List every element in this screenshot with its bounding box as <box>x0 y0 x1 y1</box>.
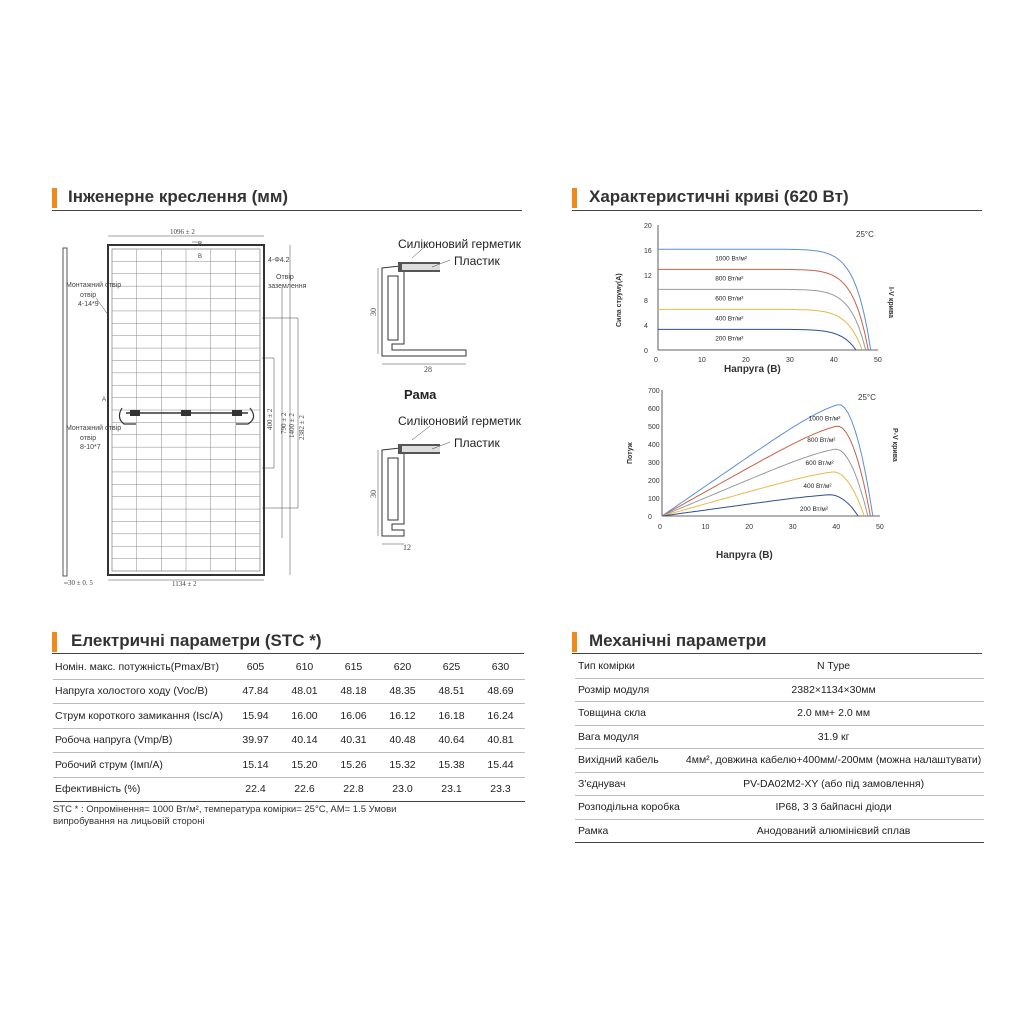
mech-label: Товщина скла <box>575 702 683 726</box>
table-row <box>53 777 525 802</box>
iv-series-line <box>658 289 866 350</box>
electrical-table <box>53 655 525 802</box>
iv-y-tick: 12 <box>644 273 652 280</box>
param-label: Робоча напруга (Vmp/B) <box>53 728 231 753</box>
param-value: 22.6 <box>280 777 329 802</box>
profile-1-height: 30 <box>369 308 378 316</box>
pv-y-tick: 700 <box>648 388 660 395</box>
sealant-label-1: Силіконовий герметик <box>398 237 521 251</box>
pv-x-tick: 0 <box>658 524 662 531</box>
pv-xlabel: Напруга (В) <box>716 550 773 561</box>
param-value: 48.69 <box>476 679 525 704</box>
pv-x-tick: 40 <box>832 524 841 531</box>
pv-x-tick: 50 <box>876 524 884 531</box>
mech-label: Вихідний кабель <box>575 749 683 773</box>
param-value: 15.94 <box>231 704 280 729</box>
mech-value: 4мм², довжина кабелю+400мм/-200мм (можна налаштувати) <box>683 749 984 773</box>
dim-790: 790 ± 2 <box>280 412 288 434</box>
param-value: 625 <box>427 655 476 679</box>
param-value: 615 <box>329 655 378 679</box>
mech-value: 31.9 кг <box>683 725 984 749</box>
section-accent-mechanical <box>572 632 577 652</box>
iv-series-label: 400 Вт/м² <box>715 315 744 323</box>
stc-note-line-1: STC * : Опромінення= 1000 Вт/м², температура комірки= 25°C, AM= 1.5 Умови <box>53 804 397 815</box>
param-value: 15.26 <box>329 753 378 778</box>
table-row <box>53 655 525 679</box>
table-row <box>575 678 984 702</box>
profile-2-width: 12 <box>403 543 411 552</box>
param-value: 23.1 <box>427 777 476 802</box>
sealant-label-2: Силіконовий герметик <box>398 414 521 428</box>
iv-ylabel: Сила струму(А) <box>616 273 623 327</box>
iv-temperature: 25°C <box>856 230 874 239</box>
mount-hole-2-size: 8-10*7 <box>80 444 101 451</box>
pv-x-tick: 10 <box>701 524 710 531</box>
dim-2382: 2382 ± 2 <box>298 415 306 440</box>
section-rule-electrical <box>52 653 524 654</box>
frame-profile-long <box>378 242 466 364</box>
pv-x-tick: 20 <box>745 524 753 531</box>
pv-y-tick: 100 <box>648 496 660 503</box>
iv-series-label: 600 Вт/м² <box>715 295 744 303</box>
pv-series-line <box>662 405 873 516</box>
dim-width-top: 1096 ± 2 <box>170 228 195 236</box>
mechanical-table <box>575 655 984 843</box>
profile-1-width: 28 <box>424 365 432 374</box>
stc-note-line-2: випробування на лицьовій стороні <box>53 816 205 827</box>
frame-label: Рама <box>404 387 437 402</box>
table-row <box>53 679 525 704</box>
table-row <box>53 753 525 778</box>
iv-x-tick: 10 <box>698 357 706 364</box>
table-row <box>53 728 525 753</box>
param-value: 40.64 <box>427 728 476 753</box>
mech-value: 2.0 мм+ 2.0 мм <box>683 702 984 726</box>
param-value: 16.12 <box>378 704 427 729</box>
iv-x-tick: 20 <box>742 357 750 364</box>
param-value: 22.8 <box>329 777 378 802</box>
section-accent-curves <box>572 188 577 208</box>
pv-y-tick: 500 <box>648 424 660 431</box>
table-row <box>575 655 984 678</box>
mech-label: Тип комірки <box>575 655 683 678</box>
param-value: 16.24 <box>476 704 525 729</box>
param-value: 15.44 <box>476 753 525 778</box>
iv-xlabel: Напруга (В) <box>724 364 781 375</box>
iv-series-label: 1000 Вт/м² <box>715 255 748 263</box>
param-value: 16.18 <box>427 704 476 729</box>
param-value: 40.48 <box>378 728 427 753</box>
mech-value: N Type <box>683 655 984 678</box>
pv-series-line <box>662 472 864 516</box>
pv-series-label: 800 Вт/м² <box>807 437 836 444</box>
pv-series-line <box>662 495 858 516</box>
pv-temperature: 25°C <box>858 393 876 402</box>
param-label: Струм короткого замикання (Isc/A) <box>53 704 231 729</box>
dim-400: 400 ± 2 <box>266 408 274 430</box>
param-label: Ефективність (%) <box>53 777 231 802</box>
ground-hole-size: 4-Φ4.2 <box>268 257 290 264</box>
section-title-electrical: Електричні параметри (STC *) <box>71 631 322 650</box>
section-accent-electrical <box>52 632 57 652</box>
param-value: 48.18 <box>329 679 378 704</box>
table-row <box>575 772 984 796</box>
engineering-drawing <box>52 218 532 598</box>
iv-series-label: 200 Вт/м² <box>715 335 744 343</box>
param-value: 40.14 <box>280 728 329 753</box>
iv-y-tick: 16 <box>644 248 652 255</box>
ground-hole-label-2: заземлення <box>268 283 307 290</box>
section-accent-drawing <box>52 188 57 208</box>
mount-hole-1-label: Монтажний отвір <box>66 282 122 289</box>
param-value: 40.81 <box>476 728 525 753</box>
pv-curve-chart <box>600 380 920 570</box>
param-value: 630 <box>476 655 525 679</box>
param-value: 22.4 <box>231 777 280 802</box>
param-value: 47.84 <box>231 679 280 704</box>
param-label: Номін. макс. потужність(Pmax/Вт) <box>53 655 231 679</box>
pv-series-label: 200 Вт/м² <box>799 505 829 513</box>
mount-hole-2-label: Монтажний отвір <box>66 425 122 432</box>
mech-label: Вага модуля <box>575 725 683 749</box>
iv-series-label: 800 Вт/м² <box>715 275 744 283</box>
profile-2-height: 30 <box>369 490 378 498</box>
mech-value: 2382×1134×30мм <box>683 678 984 702</box>
iv-x-tick: 40 <box>830 357 838 364</box>
param-value: 48.51 <box>427 679 476 704</box>
mech-label: Рамка <box>575 819 683 843</box>
mech-label: З'єднувач <box>575 772 683 796</box>
iv-x-tick: 50 <box>874 357 882 364</box>
param-value: 620 <box>378 655 427 679</box>
ground-hole-label-1: Отвір <box>276 274 294 281</box>
mount-hole-1-word: отвір <box>80 292 97 299</box>
param-value: 23.0 <box>378 777 427 802</box>
table-row <box>53 704 525 729</box>
section-rule-drawing <box>52 210 522 211</box>
table-row <box>575 702 984 726</box>
param-value: 48.01 <box>280 679 329 704</box>
pv-x-tick: 30 <box>788 524 797 531</box>
pv-y-tick: 0 <box>648 514 652 521</box>
pv-y-tick: 600 <box>648 406 660 413</box>
section-rule-mechanical <box>572 653 982 654</box>
param-value: 40.31 <box>329 728 378 753</box>
mount-hole-2-word: отвір <box>80 435 97 442</box>
pv-ylabel: Потуж <box>627 442 634 464</box>
iv-x-tick: 30 <box>786 357 794 364</box>
mech-label: Розподільна коробка <box>575 796 683 820</box>
param-value: 16.00 <box>280 704 329 729</box>
param-value: 15.32 <box>378 753 427 778</box>
pv-y-tick: 300 <box>648 460 660 467</box>
iv-x-tick: 0 <box>654 357 658 364</box>
iv-y-tick: 0 <box>644 348 648 355</box>
section-rule-curves <box>572 210 982 211</box>
module-side-profile <box>63 248 67 576</box>
mech-value: Анодований алюмінієвий сплав <box>683 819 984 843</box>
section-title-curves: Характеристичні криві (620 Вт) <box>589 187 849 206</box>
pv-y-tick: 400 <box>648 442 660 449</box>
marker-b-top2: B <box>198 254 203 260</box>
plastic-label-1: Пластик <box>454 254 500 268</box>
iv-y-tick: 20 <box>644 223 652 230</box>
pv-side-label: P-V крива <box>891 428 898 462</box>
mech-value: PV-DA02M2-XY (або під замовлення) <box>683 772 984 796</box>
table-row <box>575 819 984 843</box>
mech-value: IP68, 3 3 байпасні діоди <box>683 796 984 820</box>
param-value: 15.14 <box>231 753 280 778</box>
section-title-drawing: Інженерне креслення (мм) <box>68 187 289 206</box>
pv-y-tick: 200 <box>648 478 660 485</box>
dim-1400: 1400 ± 2 <box>288 413 296 438</box>
mech-label: Розмір модуля <box>575 678 683 702</box>
param-value: 15.20 <box>280 753 329 778</box>
param-value: 605 <box>231 655 280 679</box>
table-row <box>575 796 984 820</box>
param-value: 15.38 <box>427 753 476 778</box>
iv-curve-chart <box>600 215 920 385</box>
param-value: 39.97 <box>231 728 280 753</box>
iv-y-tick: 4 <box>644 323 648 330</box>
plastic-label-2: Пластик <box>454 436 500 450</box>
param-label: Напруга холостого ходу (Voc/B) <box>53 679 231 704</box>
table-row <box>575 725 984 749</box>
marker-b-top: B <box>198 242 203 248</box>
param-value: 23.3 <box>476 777 525 802</box>
pv-series-label: 400 Вт/м² <box>803 482 832 490</box>
param-label: Робочий струм (Імп/А) <box>53 753 231 778</box>
pv-series-label: 1000 Вт/м² <box>808 415 841 423</box>
mount-hole-1-size: 4-14*9 <box>78 301 99 308</box>
iv-series-line <box>658 329 856 350</box>
param-value: 48.35 <box>378 679 427 704</box>
table-row <box>575 749 984 773</box>
marker-a: A <box>102 397 107 403</box>
dim-width-bottom: 1134 ± 2 <box>172 580 197 588</box>
iv-side-label: I-V крива <box>887 287 894 319</box>
section-title-mechanical: Механічні параметри <box>589 631 767 650</box>
pv-series-label: 600 Вт/м² <box>805 460 834 468</box>
param-value: 16.06 <box>329 704 378 729</box>
stc-note <box>53 804 396 828</box>
param-value: 610 <box>280 655 329 679</box>
dim-thickness: 30 ± 0. 5 <box>68 579 93 587</box>
frame-profile-short <box>378 426 450 544</box>
iv-y-tick: 8 <box>644 298 648 305</box>
